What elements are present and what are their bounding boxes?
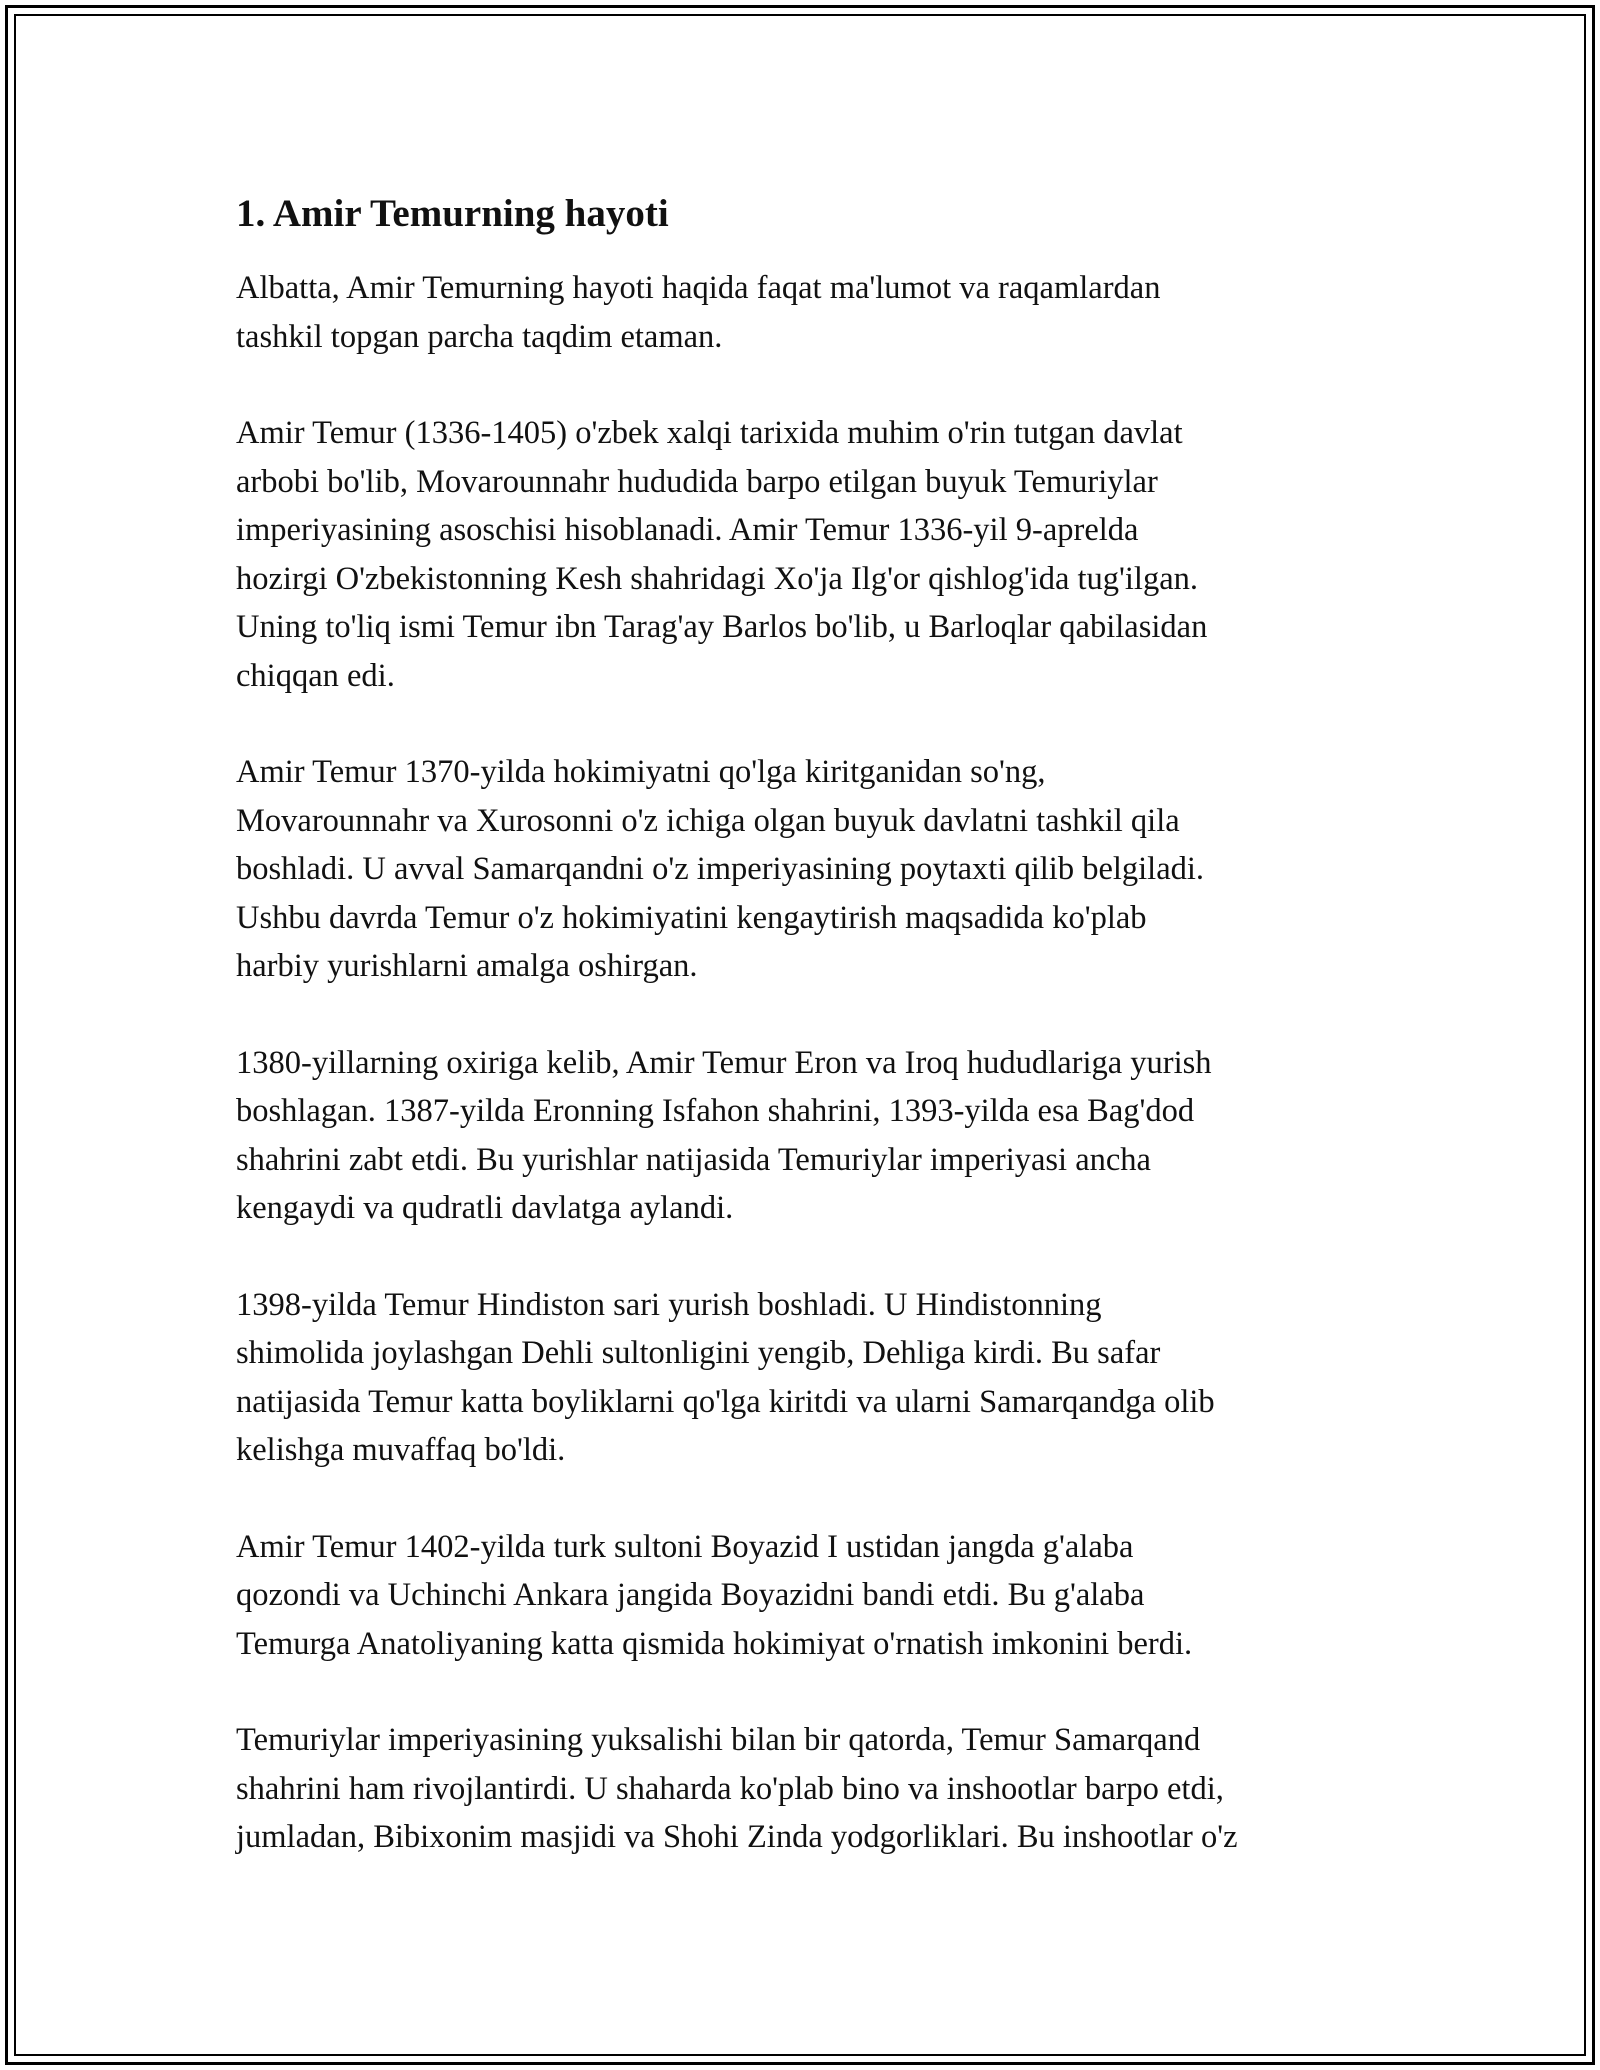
text-line: boshlagan. 1387-yilda Eronning Isfahon shahrini, 1393-yilda esa Bag'dod <box>236 1093 1195 1129</box>
text-line: imperiyasining asoschisi hisoblanadi. Amir Temur 1336-yil 9-aprelda <box>236 512 1139 548</box>
text-line: jumladan, Bibixonim masjidi va Shohi Zinda yodgorliklari. Bu inshootlar o'z <box>236 1819 1238 1855</box>
text-line: 1380-yillarning oxiriga kelib, Amir Temur Eron va Iroq hududlariga yurish <box>236 1044 1212 1081</box>
text-line: natijasida Temur katta boyliklarni qo'lga kiritdi va ularni Samarqandga olib <box>236 1383 1215 1420</box>
text-line: Amir Temur 1402-yilda turk sultoni Boyazid I ustidan jangda g'alaba <box>236 1528 1134 1565</box>
text-line: Uning to'liq ismi Temur ibn Tarag'ay Barlos bo'lib, u Barloqlar qabilasidan <box>236 609 1208 645</box>
text-line: Ushbu davrda Temur o'z hokimiyatini kengaytirish maqsadida ko'plab <box>236 899 1147 936</box>
paragraph-ankara-battle <box>236 1523 1386 1669</box>
text-line: Amir Temur (1336-1405) o'zbek xalqi tarixida muhim o'rin tutgan davlat <box>236 415 1183 451</box>
text-line: Temurga Anatoliyaning katta qismida hokimiyat o'rnatish imkonini berdi. <box>236 1625 1193 1662</box>
text-line: shimolida joylashgan Dehli sultonligini yengib, Dehliga kirdi. Bu safar <box>236 1335 1161 1371</box>
text-line: Albatta, Amir Temurning hayoti haqida faqat ma'lumot va raqamlardan <box>236 270 1161 306</box>
text-line: Amir Temur 1370-yilda hokimiyatni qo'lga kiritganidan so'ng, <box>236 754 1046 790</box>
paragraph-rise-to-power <box>236 748 1386 991</box>
paragraph-samarkand-development <box>236 1716 1386 1862</box>
text-line: boshladi. U avval Samarqandni o'z imperiyasining poytaxti qilib belgiladi. <box>236 851 1205 887</box>
text-line: Movarounnahr va Xurosonni o'z ichiga olgan buyuk davlatni tashkil qila <box>236 802 1180 839</box>
text-line: arbobi bo'lib, Movarounnahr hududida barpo etilgan buyuk Temuriylar <box>236 463 1158 500</box>
text-line: shahrini ham rivojlantirdi. U shaharda ko'plab bino va inshootlar barpo etdi, <box>236 1770 1224 1807</box>
paragraph-intro <box>236 264 1386 361</box>
text-line: shahrini zabt etdi. Bu yurishlar natijasida Temuriylar imperiyasi ancha <box>236 1141 1151 1178</box>
text-line: harbiy yurishlarni amalga oshirgan. <box>236 948 698 984</box>
text-line: qozondi va Uchinchi Ankara jangida Boyazidni bandi etdi. Bu g'alaba <box>236 1577 1145 1613</box>
paragraph-india-campaign <box>236 1281 1386 1475</box>
text-line: kelishga muvaffaq bo'ldi. <box>236 1432 566 1468</box>
paragraph-biography <box>236 409 1386 700</box>
text-line: Temuriylar imperiyasining yuksalishi bilan bir qatorda, Temur Samarqand <box>236 1722 1201 1758</box>
text-line: chiqqan edi. <box>236 657 395 694</box>
text-line: hozirgi O'zbekistonning Kesh shahridagi Xo'ja Ilg'or qishlog'ida tug'ilgan. <box>236 560 1199 597</box>
text-line: 1398-yilda Temur Hindiston sari yurish boshladi. U Hindistonning <box>236 1286 1102 1323</box>
paragraph-iran-iraq-campaign <box>236 1039 1386 1233</box>
text-line: kengaydi va qudratli davlatga aylandi. <box>236 1190 734 1226</box>
section-title: 1. Amir Temurning hayoti <box>236 192 669 235</box>
document-body <box>236 186 1386 1910</box>
text-line: tashkil topgan parcha taqdim etaman. <box>236 318 723 355</box>
